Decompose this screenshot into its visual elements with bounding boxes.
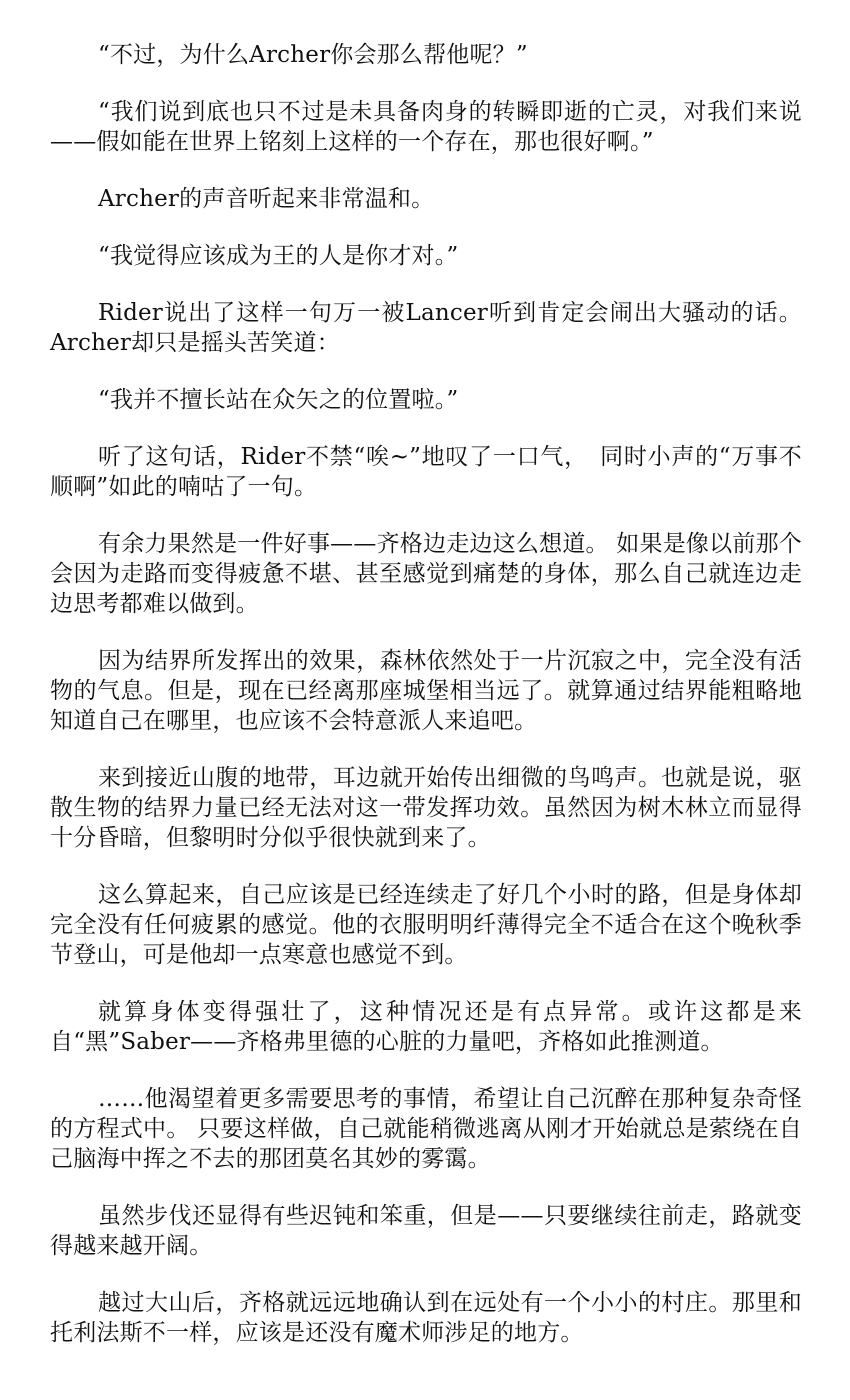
paragraph: “不过，为什么Archer你会那么帮他呢？” <box>98 42 528 68</box>
paragraph: “我们说到底也只不过是未具备肉身的转瞬即逝的亡灵，对我们来说——假如能在世界上铭刻上这样的一个存在，那也很好啊。” <box>50 99 802 155</box>
paragraph: 有余力果然是一件好事——齐格边走边这么想道。 如果是像以前那个会因为走路而变得疲惫不堪、甚至感觉到痛楚的身体，那么自己就连边走边思考都难以做到。 <box>50 531 802 617</box>
paragraph: 因为结界所发挥出的效果，森林依然处于一片沉寂之中，完全没有活物的气息。但是，现在已经离那座城堡相当远了。就算通过结界能粗略地知道自己在哪里，也应该不会特意派人来追吧。 <box>50 648 802 734</box>
paragraph: ……他渴望着更多需要思考的事情，希望让自己沉醉在那种复杂奇怪的方程式中。 只要这样做，自己就能稍微逃离从刚才开始就总是萦绕在自己脑海中挥之不去的那团莫名其妙的雾霭。 <box>50 1086 802 1172</box>
paragraph: 越过大山后，齐格就远远地确认到在远处有一个小小的村庄。那里和托利法斯不一样，应该是还没有魔术师涉足的地方。 <box>50 1290 802 1346</box>
paragraph: 就算身体变得强壮了，这种情况还是有点异常。或许这都是来自“黑”Saber——齐格弗里德的心脏的力量吧，齐格如此推测道。 <box>50 999 802 1055</box>
paragraph: 虽然步伐还显得有些迟钝和笨重，但是——只要继续往前走，路就变得越来越开阔。 <box>50 1203 802 1259</box>
paragraph: “我并不擅长站在众矢之的位置啦。” <box>98 387 459 413</box>
paragraph: Rider说出了这样一句万一被Lancer听到肯定会闹出大骚动的话。 Archer却只是摇头苦笑道： <box>50 300 802 356</box>
paragraph: 这么算起来，自己应该是已经连续走了好几个小时的路，但是身体却完全没有任何疲累的感觉。他的衣服明明纤薄得完全不适合在这个晚秋季节登山，可是他却一点寒意也感觉不到。 <box>50 882 802 968</box>
paragraph: “我觉得应该成为王的人是你才对。” <box>98 243 459 269</box>
paragraph: Archer的声音听起来非常温和。 <box>98 186 435 212</box>
paragraph: 来到接近山腹的地带，耳边就开始传出细微的鸟鸣声。也就是说，驱散生物的结界力量已经无法对这一带发挥功效。虽然因为树木林立而显得十分昏暗，但黎明时分似乎很快就到来了。 <box>50 765 802 851</box>
paragraph: 听了这句话，Rider不禁“唉~”地叹了一口气， 同时小声的“万事不顺啊”如此的喃咕了一句。 <box>50 444 802 500</box>
document-page <box>50 40 802 1375</box>
